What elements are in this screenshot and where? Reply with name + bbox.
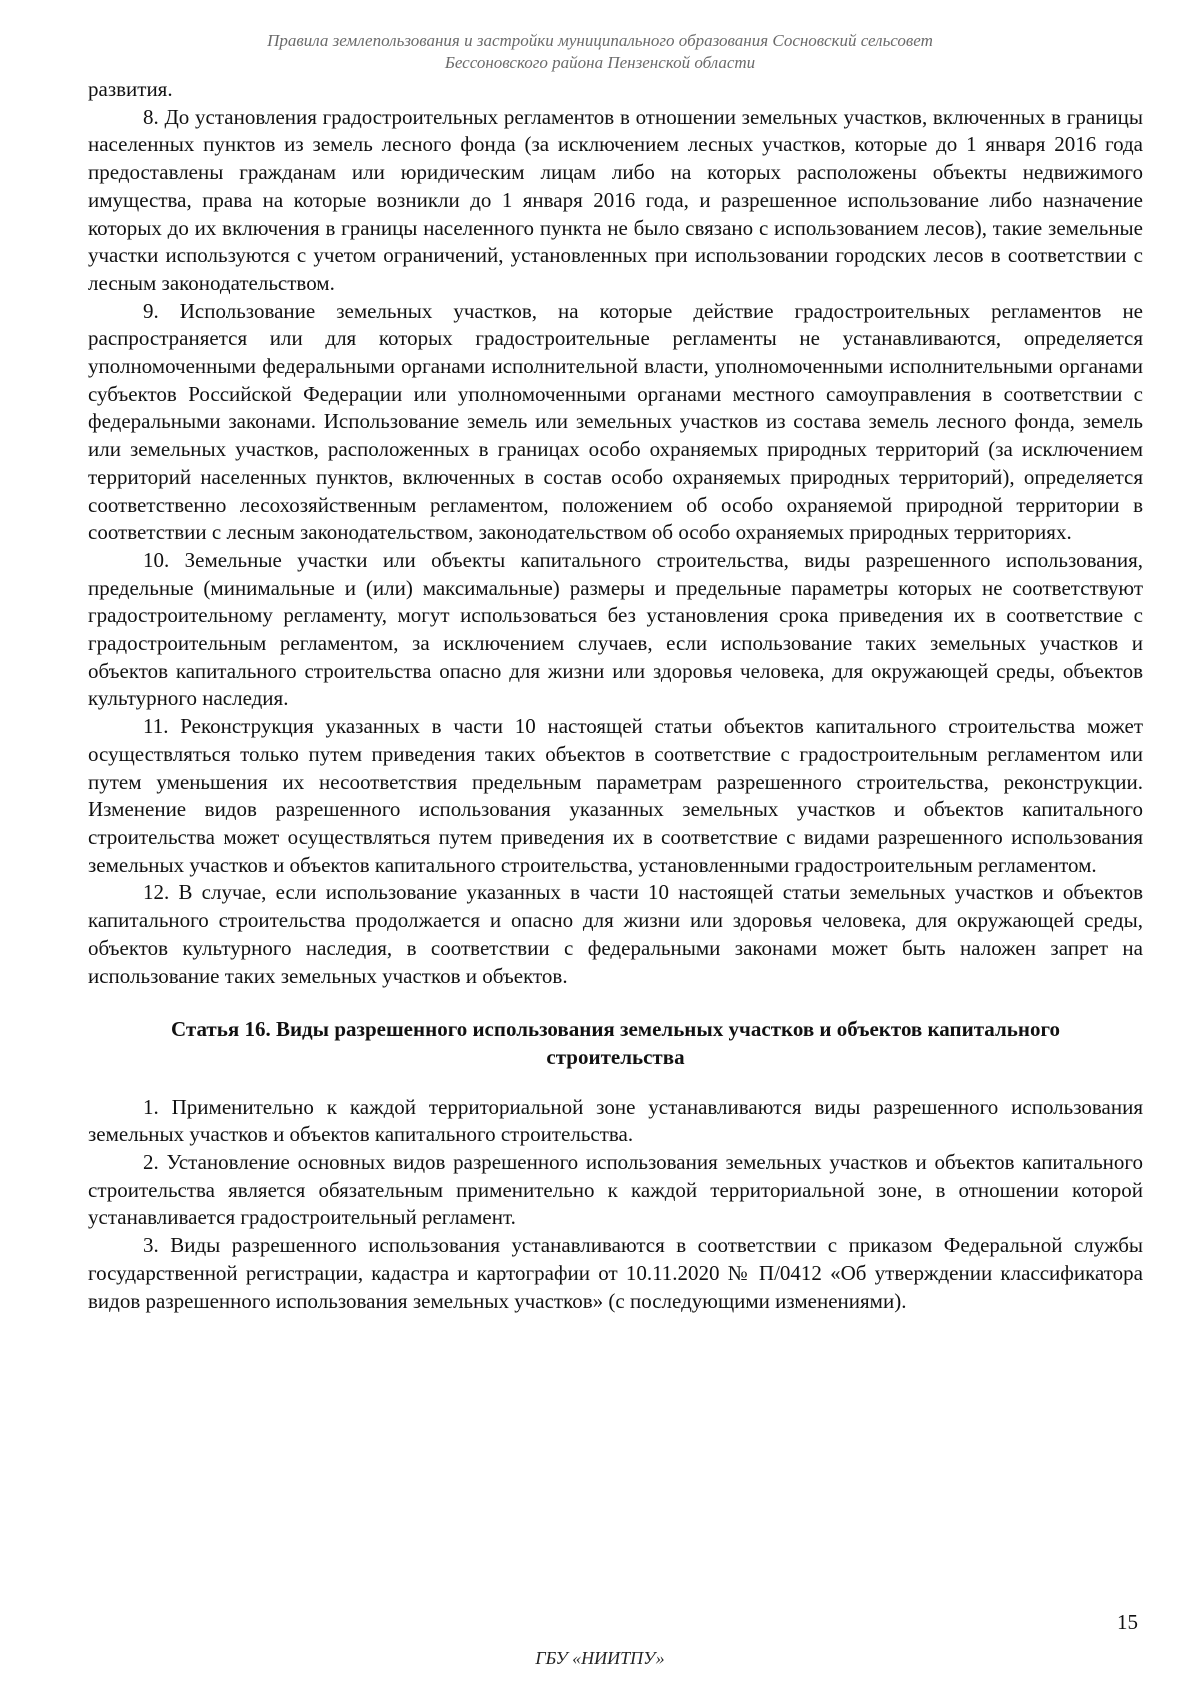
article-16-paragraph-3: 3. Виды разрешенного использования устанавливаются в соответствии с приказом Федеральной службы государственной регистрации, кадастра и картографии от 10.11.2020 № П/0412 «Об утверждении классификатора видов разрешенного использования земельных участков» (с последующими изменениями). bbox=[88, 1233, 1143, 1313]
header-line-1: Правила землепользования и застройки муниципального образования Сосновский сельсовет bbox=[267, 31, 933, 50]
article-16-title: Статья 16. Виды разрешенного использования земельных участков и объектов капитального строительства bbox=[171, 1017, 1060, 1069]
footer-organization: ГБУ «НИИТПУ» bbox=[535, 1648, 665, 1668]
header-line-2: Бессоновского района Пензенской области bbox=[444, 53, 756, 72]
body-text bbox=[88, 76, 1143, 1315]
paragraph-continuation: развития. bbox=[88, 77, 173, 101]
article-16-paragraph-2: 2. Установление основных видов разрешенного использования земельных участков и объектов капитального строительства является обязательным применительно к каждой территориальной зоне, в отношении которой устанавливается градостроительный регламент. bbox=[88, 1150, 1143, 1230]
paragraph-10: 10. Земельные участки или объекты капитального строительства, виды разрешенного использования, предельные (минимальные и (или) максимальные) размеры и предельные параметры которых не соответствуют градостроительному регламенту, могут использоваться без установления срока приведения их в соответствие с градостроительным регламентом, за исключением случаев, если использование таких земельных участков и объектов капитального строительства опасно для жизни или здоровья человека, для окружающей среды, объектов культурного наследия. bbox=[88, 547, 1143, 711]
page-number: 15 bbox=[1117, 1610, 1138, 1634]
paragraph-9: 9. Использование земельных участков, на которые действие градостроительных регламентов не распространяется или для которых градостроительные регламенты не устанавливаются, определяется уполномоченными федеральными органами исполнительной власти, уполномоченными исполнительными органами субъектов Российской Федерации или уполномоченными органами местного самоуправления в соответствии с федеральными законами. Использование земель или земельных участков из состава земель лесного фонда, земель или земельных участков, расположенных в границах особо охраняемых природных территорий (за исключением территорий населенных пунктов, включенных в состав особо охраняемых природных территорий), определяется соответственно лесохозяйственным регламентом, положением об особо охраняемой природной территории в соответствии с лесным законодательством, законодательством об особо охраняемых природных территориях. bbox=[88, 298, 1143, 545]
article-16-paragraph-1: 1. Применительно к каждой территориальной зоне устанавливаются виды разрешенного использования земельных участков и объектов капитального строительства. bbox=[88, 1094, 1143, 1147]
paragraph-8: 8. До установления градостроительных регламентов в отношении земельных участков, включенных в границы населенных пунктов из земель лесного фонда (за исключением лесных участков, которые до 1 января 2016 года предоставлены гражданам или юридическим лицам либо на которых расположены объекты недвижимого имущества, права на которые возникли до 1 января 2016 года, и разрешенное использование либо назначение которых до их включения в границы населенного пункта не было связано с использованием лесов), такие земельные участки используются с учетом ограничений, установленных при использовании городских лесов в соответствии с лесным законодательством. bbox=[88, 104, 1143, 295]
paragraph-11: 11. Реконструкция указанных в части 10 настоящей статьи объектов капитального строительства может осуществляться только путем приведения таких объектов в соответствие с градостроительным регламентом или путем уменьшения их несоответствия предельным параметрам разрешенного строительства, реконструкции. Изменение видов разрешенного использования указанных земельных участков и объектов капитального строительства может осуществляться путем приведения их в соответствие с видами разрешенного использования земельных участков и объектов капитального строительства, установленными градостроительным регламентом. bbox=[88, 714, 1143, 877]
running-header bbox=[160, 30, 1040, 74]
paragraph-12: 12. В случае, если использование указанных в части 10 настоящей статьи земельных участков и объектов капитального строительства продолжается и опасно для жизни или здоровья человека, для окружающей среды, объектов культурного наследия, в соответствии с федеральными законами может быть наложен запрет на использование таких земельных участков и объектов. bbox=[88, 880, 1143, 988]
